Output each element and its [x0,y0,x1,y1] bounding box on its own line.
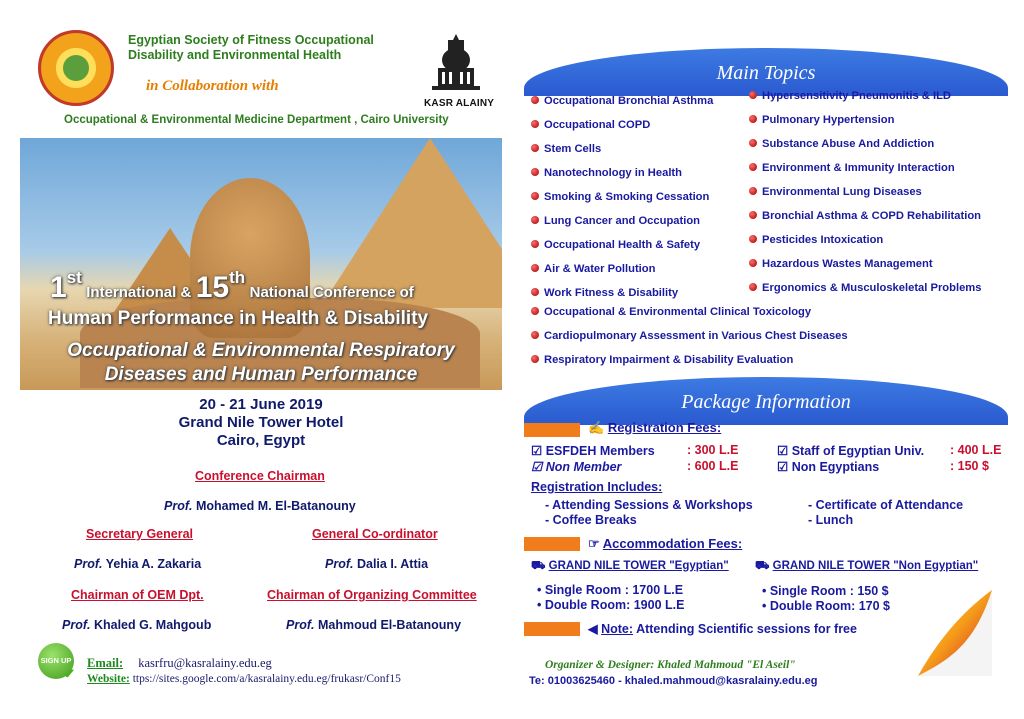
first-number: 1 [50,271,67,304]
event-city: Cairo, Egypt [216,432,306,449]
reg-fees-heading [588,420,721,436]
oem-name [62,618,211,632]
megaphone-icon: ◀ [588,622,598,636]
second-number: 15 [195,271,230,304]
room-price: • Double Room: 170 $ [762,599,891,613]
topic-item: Lung Cancer and Occupation [531,215,700,227]
topic-item: Environment & Immunity Interaction [749,162,955,174]
tel-text: Te: 01003625460 - khaled.mahmoud@kasralainy.edu.eg [529,675,818,687]
coordinator-name-text: Dalia I. Attia [356,557,429,571]
fee-price: : 150 $ [950,459,989,473]
website-label: Website: [87,673,130,685]
website-link[interactable]: ttps://sites.google.com/a/kasralainy.edu.eg/frukasr/Conf15 [132,673,401,685]
topic-item: Pulmonary Hypertension [749,114,894,126]
international-text: International & [86,284,192,301]
pen-icon: ✍ [588,420,605,435]
society-line-1: Egyptian Society of Fitness Occupational [128,33,374,47]
org-title: Chairman of Organizing Committee [267,588,477,602]
oem-prefix: Prof. [62,618,91,632]
email-row [87,656,272,671]
chairman-prefix: Prof. [164,499,193,513]
event-details [20,396,502,450]
reg-fees-label: Registration Fees: [607,420,722,435]
chairman-name [164,499,356,513]
org-name-text: Mahmoud El-Batanouny [317,618,462,632]
email-link[interactable]: kasrfru@kasralainy.edu.eg [138,656,272,670]
includes-heading: Registration Includes: [531,480,663,494]
hero-line-2: Human Performance in Health & Disability [48,308,429,329]
note-text: Attending Scientific sessions for free [636,622,857,636]
main-topics-header [524,48,1008,96]
topic-item: Occupational Health & Safety [531,239,700,251]
org-prefix: Prof. [286,618,315,632]
fee-label: ☑ Non Member [531,459,621,474]
kasr-alainy-logo [426,34,486,106]
org-name [286,618,461,632]
fee-price: : 600 L.E [687,459,739,473]
accom-label: Accommodation Fees: [602,536,743,551]
topic-item: Respiratory Impairment & Disability Evaluation [531,354,793,366]
chairman-title: Conference Chairman [195,469,325,483]
accom-heading [588,536,742,552]
coordinator-name [325,557,428,571]
topic-item: Smoking & Smoking Cessation [531,191,709,203]
topic-item: Bronchial Asthma & COPD Rehabilitation [749,210,981,222]
orange-bar [524,537,580,551]
fee-price: : 300 L.E [687,443,739,457]
include-item: - Attending Sessions & Workshops [545,498,753,512]
topic-item: Nanotechnology in Health [531,167,682,179]
package-header [524,377,1008,425]
topic-item: Work Fitness & Disability [531,287,678,299]
room-price: • Single Room : 1700 L.E [537,583,684,597]
topic-item: Substance Abuse And Addiction [749,138,934,150]
topic-item: Stem Cells [531,143,601,155]
secretary-name-text: Yehia A. Zakaria [105,557,202,571]
chairman-name-text: Mohamed M. El-Batanouny [195,499,356,513]
secretary-prefix: Prof. [74,557,103,571]
kasr-label: KASR ALAINY [424,98,495,109]
hero-line-4: Diseases and Human Performance [104,364,418,385]
hand-icon: ☞ [588,536,600,551]
national-text: National Conference of [249,284,414,301]
event-venue: Grand Nile Tower Hotel [178,414,344,431]
organizer-text: Organizer & Designer: Khaled Mahmoud "El Aseil" [545,659,796,671]
topic-item: Ergonomics & Musculoskeletal Problems [749,282,981,294]
topic-item: Occupational COPD [531,119,650,131]
orange-bar [524,622,580,636]
society-logo [38,30,114,106]
note-label: Note: [601,622,634,636]
secretary-name [74,557,201,571]
fee-label: ☑ Non Egyptians [777,459,879,474]
oem-title: Chairman of OEM Dpt. [71,588,204,602]
conference-number-line [50,268,414,305]
website-row [87,673,401,685]
hotel-non-egyptian [755,559,978,574]
include-item: - Lunch [808,513,854,527]
fee-label: ☑ Staff of Egyptian Univ. [777,443,924,458]
hero-image [20,138,502,390]
hero-line-3: Occupational & Environmental Respiratory [67,340,455,361]
coordinator-title: General Co-ordinator [312,527,438,541]
orange-bar [524,423,580,437]
event-date: 20 - 21 June 2019 [199,396,323,413]
topic-item: Pesticides Intoxication [749,234,883,246]
coordinator-prefix: Prof. [325,557,354,571]
society-name [128,33,374,63]
oem-name-text: Khaled G. Mahgoub [93,618,212,632]
topic-item: Hazardous Wastes Management [749,258,933,270]
fee-price: : 400 L.E [950,443,1002,457]
hotel-egyptian [531,559,729,574]
page-curl-decoration [918,590,992,676]
bed-icon: ⛟ [755,560,770,572]
collaboration-text: in Collaboration with [146,78,279,94]
include-item: - Certificate of Attendance [808,498,964,512]
bed-icon: ⛟ [531,560,546,572]
include-item: - Coffee Breaks [545,513,637,527]
department-name: Occupational & Environmental Medicine Department , Cairo University [64,114,449,126]
topic-item: Environmental Lung Diseases [749,186,922,198]
first-sup: st [66,268,82,287]
room-price: • Single Room : 150 $ [762,584,889,598]
topic-item: Air & Water Pollution [531,263,655,275]
secretary-title: Secretary General [86,527,194,541]
check-icon: ✔ [64,666,75,681]
topic-item: Hypersensitivity Pneumonitis & ILD [749,90,951,102]
fee-label: ☑ ESFDEH Members [531,443,655,458]
society-line-2: Disability and Environmental Health [128,48,342,62]
topic-item: Cardiopulmonary Assessment in Various Chest Diseases [531,330,848,342]
sign-up-label: SIGN UP [40,656,72,665]
room-price: • Double Room: 1900 L.E [537,598,685,612]
email-label: Email: [87,656,124,670]
hotel-egyptian-label: GRAND NILE TOWER "Egyptian" [548,560,729,572]
package-title: Package Information [681,391,851,413]
topic-item: Occupational & Environmental Clinical Toxicology [531,306,811,318]
topic-item: Occupational Bronchial Asthma [531,95,713,107]
hotel-non-egyptian-label: GRAND NILE TOWER "Non Egyptian" [772,560,979,572]
second-sup: th [229,268,246,287]
note-row [588,621,857,636]
main-topics-title: Main Topics [716,62,816,84]
